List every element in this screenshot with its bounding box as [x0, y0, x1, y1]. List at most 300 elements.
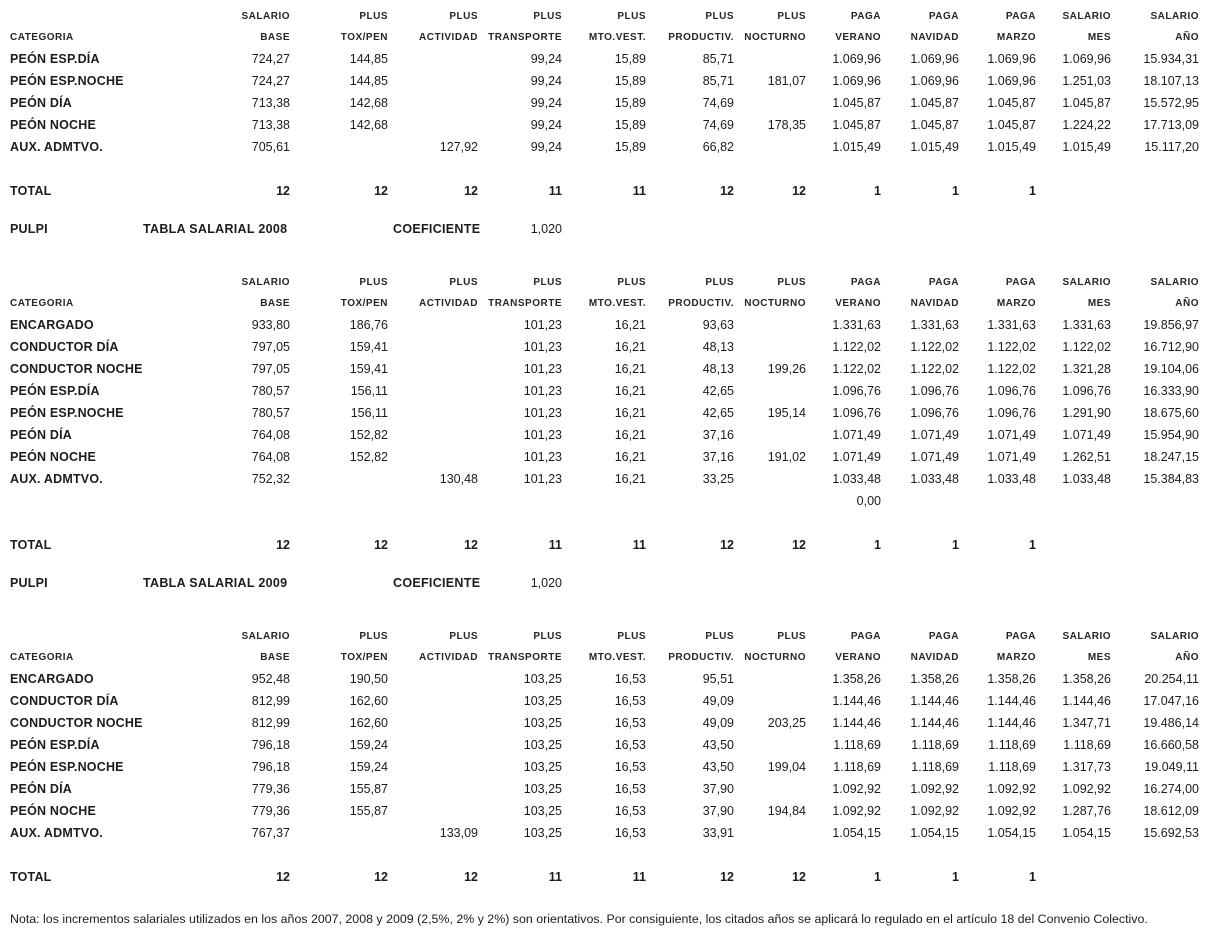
cell-plus-productiv: 48,13 — [702, 340, 734, 354]
tabla-salarial-2009-title-row — [0, 576, 1212, 598]
cell-categoria: ENCARGADO — [10, 318, 94, 332]
cell-salario-mes — [1036, 534, 1111, 556]
table-row — [0, 446, 1199, 468]
cell-salario-base: 796,18 — [251, 760, 290, 774]
table-row — [0, 424, 1199, 446]
cell-categoria: CATEGORIA — [10, 32, 74, 43]
cell-plus-transporte: TRANSPORTE — [488, 32, 562, 43]
cell-paga-verano: 1.071,49 — [832, 428, 881, 442]
cell-plus-mto-vest: PLUS — [617, 277, 646, 288]
cell-paga-navidad: 1.045,87 — [910, 118, 959, 132]
cell-plus-actividad — [388, 92, 478, 114]
cell-plus-mto-vest: MTO.VEST. — [588, 32, 646, 43]
cell-plus-tox-pen: 162,60 — [349, 716, 388, 730]
cell-salario-mes: 1.144,46 — [1062, 694, 1111, 708]
cell-plus-nocturno — [734, 92, 806, 114]
cell-categoria: CONDUCTOR DÍA — [10, 694, 119, 708]
cell-plus-productiv: 49,09 — [702, 694, 734, 708]
cell-salario-ano: 18.107,13 — [1143, 74, 1199, 88]
cell-paga-verano: 1 — [874, 870, 881, 884]
cell-salario-ano: 20.254,11 — [1144, 672, 1199, 686]
cell-categoria: AUX. ADMTVO. — [10, 472, 103, 486]
cell-salario-ano: 19.486,14 — [1143, 716, 1199, 730]
cell-paga-navidad: 1.071,49 — [910, 450, 959, 464]
cell-salario-ano: 18.612,09 — [1143, 804, 1199, 818]
cell-plus-nocturno: 12 — [792, 538, 806, 552]
cell-salario-ano: SALARIO — [1150, 631, 1199, 642]
cell-salario-mes: 1.045,87 — [1062, 96, 1111, 110]
cell-paga-marzo: PAGA — [1005, 11, 1036, 22]
cell-plus-productiv: 49,09 — [702, 716, 734, 730]
cell-plus-tox-pen: 159,41 — [349, 362, 388, 376]
cell-paga-verano: 1.092,92 — [832, 804, 881, 818]
cell-salario-mes: 1.262,51 — [1062, 450, 1111, 464]
cell-plus-transporte: 99,24 — [530, 74, 562, 88]
cell-plus-actividad: 130,48 — [439, 472, 478, 486]
cell-paga-marzo: MARZO — [996, 298, 1036, 309]
cell-plus-transporte: 11 — [548, 870, 562, 884]
cell-plus-transporte: TRANSPORTE — [488, 652, 562, 663]
cell-plus-productiv: 12 — [720, 870, 734, 884]
cell-plus-actividad: PLUS — [449, 11, 478, 22]
cell-paga-navidad: 1.092,92 — [910, 782, 959, 796]
cell-salario-base: 780,57 — [251, 406, 290, 420]
cell-plus-actividad — [388, 446, 478, 468]
cell-plus-productiv: 33,91 — [702, 826, 734, 840]
cell-plus-tox-pen: 156,11 — [350, 384, 388, 398]
table-row — [0, 314, 1199, 336]
cell-plus-nocturno: PLUS — [777, 631, 806, 642]
cell-plus-tox-pen: 159,24 — [349, 738, 388, 752]
cell-paga-navidad: 1.144,46 — [910, 694, 959, 708]
cell-salario-base: 779,36 — [251, 782, 290, 796]
table-row — [0, 778, 1199, 800]
cell-paga-verano: 1.096,76 — [832, 384, 881, 398]
cell-paga-verano: 1.122,02 — [832, 340, 881, 354]
cell-categoria: CONDUCTOR NOCHE — [10, 362, 143, 376]
cell-salario-ano: 15.954,90 — [1143, 428, 1199, 442]
cell-paga-verano: 1.045,87 — [832, 118, 881, 132]
cell-salario-base: 724,27 — [251, 52, 290, 66]
cell-plus-mto-vest: 16,53 — [614, 694, 646, 708]
cell-paga-verano: VERANO — [835, 652, 881, 663]
cell-plus-transporte: 99,24 — [530, 52, 562, 66]
cell-salario-mes: SALARIO — [1062, 631, 1111, 642]
cell-plus-actividad — [388, 734, 478, 756]
cell-plus-transporte: 99,24 — [530, 140, 562, 154]
cell-salario-base: 797,05 — [251, 362, 290, 376]
cell-plus-productiv — [646, 490, 734, 512]
coefficient-label: COEFICIENTE — [393, 222, 481, 236]
cell-plus-tox-pen: 144,85 — [349, 52, 388, 66]
cell-salario-mes: 1.331,63 — [1062, 318, 1111, 332]
cell-plus-actividad: ACTIVIDAD — [419, 298, 478, 309]
cell-plus-productiv: 95,51 — [702, 672, 734, 686]
cell-salario-base: 12 — [276, 184, 290, 198]
cell-plus-transporte: 101,23 — [523, 428, 562, 442]
cell-paga-marzo: 1.069,96 — [987, 74, 1036, 88]
header-row — [0, 626, 1199, 647]
cell-paga-verano: VERANO — [835, 298, 881, 309]
cell-salario-ano: 17.047,16 — [1143, 694, 1199, 708]
cell-plus-mto-vest: 16,21 — [614, 428, 646, 442]
cell-paga-verano: 1.144,46 — [832, 716, 881, 730]
cell-plus-transporte: 101,23 — [523, 450, 562, 464]
cell-plus-actividad — [388, 48, 478, 70]
cell-paga-marzo: 1.015,49 — [987, 140, 1036, 154]
cell-plus-productiv: 43,50 — [702, 738, 734, 752]
cell-salario-mes: 1.358,26 — [1062, 672, 1111, 686]
cell-salario-base: 780,57 — [251, 384, 290, 398]
cell-salario-mes: 1.054,15 — [1062, 826, 1111, 840]
cell-plus-tox-pen: 12 — [374, 184, 388, 198]
cell-plus-transporte: 11 — [548, 184, 562, 198]
cell-plus-mto-vest: 16,53 — [614, 738, 646, 752]
spacer-row — [0, 158, 1199, 180]
cell-plus-tox-pen: PLUS — [359, 277, 388, 288]
cell-paga-navidad: NAVIDAD — [910, 32, 959, 43]
cell-salario-mes: MES — [1087, 652, 1111, 663]
cell-plus-transporte: 101,23 — [523, 318, 562, 332]
tabla-salarial-2008-grid — [0, 272, 1199, 556]
cell-paga-verano: 1.358,26 — [832, 672, 881, 686]
cell-paga-navidad: NAVIDAD — [910, 652, 959, 663]
cell-plus-nocturno — [734, 314, 806, 336]
cell-plus-nocturno — [734, 336, 806, 358]
cell-plus-productiv: 37,16 — [702, 450, 734, 464]
coefficient-label: COEFICIENTE — [393, 576, 481, 590]
cell-salario-mes — [1036, 490, 1111, 512]
cell-paga-navidad: 1.092,92 — [910, 804, 959, 818]
cell-paga-marzo: 1.118,69 — [988, 760, 1036, 774]
cell-salario-ano: AÑO — [1175, 32, 1199, 43]
cell-plus-mto-vest: 16,21 — [614, 450, 646, 464]
cell-categoria: AUX. ADMTVO. — [10, 826, 103, 840]
cell-paga-marzo: 1.331,63 — [987, 318, 1036, 332]
cell-plus-nocturno: PLUS — [777, 11, 806, 22]
cell-salario-base: BASE — [260, 298, 290, 309]
cell-plus-transporte: 101,23 — [523, 406, 562, 420]
cell-plus-productiv: 12 — [720, 538, 734, 552]
cell-plus-productiv: 93,63 — [702, 318, 734, 332]
cell-salario-base: 764,08 — [251, 450, 290, 464]
cell-salario-mes: 1.347,71 — [1062, 716, 1111, 730]
cell-salario-ano: 19.049,11 — [1144, 760, 1199, 774]
cell-salario-mes — [1036, 180, 1111, 202]
cell-paga-navidad: 1.096,76 — [910, 406, 959, 420]
table-row — [0, 136, 1199, 158]
cell-paga-verano: 1.118,69 — [833, 738, 881, 752]
cell-paga-navidad: 1.045,87 — [910, 96, 959, 110]
cell-salario-ano: 19.856,97 — [1143, 318, 1199, 332]
cell-salario-ano: 15.692,53 — [1143, 826, 1199, 840]
cell-salario-ano: SALARIO — [1150, 277, 1199, 288]
cell-plus-tox-pen: TOX/PEN — [340, 298, 388, 309]
cell-salario-mes: 1.287,76 — [1062, 804, 1111, 818]
cell-plus-mto-vest: 16,53 — [614, 760, 646, 774]
cell-paga-marzo: 1 — [1029, 538, 1036, 552]
cell-plus-transporte: 99,24 — [530, 96, 562, 110]
cell-plus-tox-pen: PLUS — [359, 631, 388, 642]
cell-salario-mes: 1.291,90 — [1062, 406, 1111, 420]
cell-plus-mto-vest: 15,89 — [614, 118, 646, 132]
cell-paga-navidad: 1.144,46 — [910, 716, 959, 730]
cell-categoria: CONDUCTOR DÍA — [10, 340, 119, 354]
cell-plus-actividad — [388, 424, 478, 446]
cell-paga-navidad: 1.122,02 — [910, 340, 959, 354]
cell-plus-nocturno: 181,07 — [767, 74, 806, 88]
cell-salario-ano: 17.713,09 — [1143, 118, 1199, 132]
cell-plus-transporte: 103,25 — [523, 672, 562, 686]
cell-salario-base: 713,38 — [251, 96, 290, 110]
cell-plus-tox-pen: 186,76 — [349, 318, 388, 332]
table-row — [0, 402, 1199, 424]
cell-plus-nocturno — [734, 778, 806, 800]
coefficient-value: 1,020 — [530, 222, 562, 236]
cell-paga-navidad: NAVIDAD — [910, 298, 959, 309]
cell-categoria: PEÓN NOCHE — [10, 118, 97, 132]
spacer-cell — [0, 158, 1199, 180]
cell-salario-mes: 1.071,49 — [1062, 428, 1111, 442]
cell-salario-ano: AÑO — [1175, 298, 1199, 309]
cell-salario-mes: 1.092,92 — [1062, 782, 1111, 796]
cell-categoria: PEÓN DÍA — [10, 782, 73, 796]
cell-plus-tox-pen — [290, 490, 388, 512]
cell-paga-navidad: 1 — [952, 538, 959, 552]
cell-salario-ano: 16.660,58 — [1143, 738, 1199, 752]
cell-plus-actividad — [388, 380, 478, 402]
cell-plus-transporte: 103,25 — [523, 804, 562, 818]
cell-salario-ano: 16.712,90 — [1143, 340, 1199, 354]
table-row — [0, 336, 1199, 358]
cell-plus-transporte: 103,25 — [523, 738, 562, 752]
cell-plus-transporte: 103,25 — [523, 760, 562, 774]
cell-paga-verano: 1.069,96 — [832, 52, 881, 66]
cell-paga-verano: 1.069,96 — [832, 74, 881, 88]
cell-plus-transporte: 103,25 — [523, 826, 562, 840]
cell-salario-base: 767,37 — [251, 826, 290, 840]
cell-plus-tox-pen: 144,85 — [349, 74, 388, 88]
cell-plus-productiv: 42,65 — [702, 384, 734, 398]
cell-plus-actividad — [388, 358, 478, 380]
cell-paga-marzo: PAGA — [1005, 277, 1036, 288]
cell-salario-mes: 1.224,22 — [1062, 118, 1111, 132]
cell-plus-nocturno: NOCTURNO — [744, 298, 806, 309]
cell-plus-nocturno: 191,02 — [767, 450, 806, 464]
cell-plus-transporte: 11 — [548, 538, 562, 552]
cell-plus-nocturno — [734, 468, 806, 490]
table-row — [0, 490, 1199, 512]
cell-plus-actividad: 12 — [464, 538, 478, 552]
cell-plus-mto-vest: 16,21 — [614, 384, 646, 398]
cell-plus-tox-pen: 12 — [374, 870, 388, 884]
cell-salario-mes: 1.317,73 — [1062, 760, 1111, 774]
cell-plus-actividad: PLUS — [449, 631, 478, 642]
spacer-row — [0, 512, 1199, 534]
cell-plus-tox-pen: 156,11 — [350, 406, 388, 420]
cell-salario-ano: SALARIO — [1150, 11, 1199, 22]
cell-plus-nocturno: 199,26 — [767, 362, 806, 376]
cell-categoria: TOTAL — [10, 870, 52, 884]
cell-plus-mto-vest: 16,53 — [614, 672, 646, 686]
cell-paga-marzo: 1.144,46 — [987, 694, 1036, 708]
tabla-salarial-2007 — [0, 6, 1212, 202]
cell-plus-nocturno — [734, 48, 806, 70]
cell-categoria: AUX. ADMTVO. — [10, 140, 103, 154]
table-row — [0, 756, 1199, 778]
cell-paga-navidad: 1 — [952, 870, 959, 884]
cell-plus-tox-pen: 159,24 — [349, 760, 388, 774]
cell-salario-ano — [1111, 534, 1199, 556]
cell-plus-productiv: PRODUCTIV. — [668, 652, 734, 663]
cell-plus-tox-pen: 162,60 — [349, 694, 388, 708]
cell-paga-navidad: 1.122,02 — [910, 362, 959, 376]
cell-paga-navidad: 1.071,49 — [910, 428, 959, 442]
cell-paga-marzo: PAGA — [1005, 631, 1036, 642]
cell-salario-ano: 15.572,95 — [1143, 96, 1199, 110]
cell-plus-actividad — [388, 314, 478, 336]
tabla-salarial-2008 — [0, 222, 1212, 556]
cell-salario-mes: 1.015,49 — [1062, 140, 1111, 154]
cell-paga-navidad — [881, 490, 959, 512]
cell-paga-marzo: 1.122,02 — [987, 340, 1036, 354]
cell-plus-transporte: 103,25 — [523, 694, 562, 708]
cell-plus-transporte: 101,23 — [523, 384, 562, 398]
table-row — [0, 468, 1199, 490]
cell-salario-base: SALARIO — [241, 631, 290, 642]
cell-plus-productiv: 37,90 — [702, 804, 734, 818]
cell-salario-base: 812,99 — [251, 716, 290, 730]
table-row — [0, 822, 1199, 844]
cell-salario-base: SALARIO — [241, 11, 290, 22]
cell-paga-navidad: 1.096,76 — [910, 384, 959, 398]
cell-plus-nocturno: 194,84 — [767, 804, 806, 818]
cell-salario-base: 12 — [276, 870, 290, 884]
cell-plus-productiv: 42,65 — [702, 406, 734, 420]
header-row — [0, 647, 1199, 668]
cell-plus-productiv: PLUS — [705, 277, 734, 288]
cell-salario-mes: 1.096,76 — [1062, 384, 1111, 398]
cell-plus-nocturno — [734, 424, 806, 446]
table-row — [0, 734, 1199, 756]
cell-plus-nocturno — [734, 380, 806, 402]
cell-paga-navidad: 1 — [952, 184, 959, 198]
cell-paga-navidad: PAGA — [928, 631, 959, 642]
cell-categoria: CATEGORIA — [10, 298, 74, 309]
cell-paga-marzo: 1.054,15 — [987, 826, 1036, 840]
cell-plus-nocturno — [734, 668, 806, 690]
cell-paga-marzo: 1 — [1029, 184, 1036, 198]
cell-categoria: PEÓN NOCHE — [10, 450, 97, 464]
tabla-salarial-2009-grid — [0, 626, 1199, 888]
cell-paga-marzo: 1.358,26 — [987, 672, 1036, 686]
cell-salario-base: 724,27 — [251, 74, 290, 88]
cell-plus-nocturno: PLUS — [777, 277, 806, 288]
cell-salario-mes: 1.122,02 — [1062, 340, 1111, 354]
cell-paga-marzo: 1.144,46 — [987, 716, 1036, 730]
cell-paga-marzo: 1.045,87 — [987, 118, 1036, 132]
cell-plus-nocturno: 195,14 — [767, 406, 806, 420]
cell-paga-navidad: 1.118,69 — [911, 760, 959, 774]
cell-plus-nocturno — [734, 490, 806, 512]
cell-plus-nocturno: 178,35 — [767, 118, 806, 132]
cell-salario-mes: 1.033,48 — [1062, 472, 1111, 486]
table-title: TABLA SALARIAL 2008 — [143, 222, 288, 236]
cell-salario-ano: 18.675,60 — [1143, 406, 1199, 420]
cell-plus-mto-vest: 15,89 — [614, 96, 646, 110]
cell-plus-nocturno — [734, 136, 806, 158]
cell-plus-productiv: 12 — [720, 184, 734, 198]
cell-plus-actividad — [388, 800, 478, 822]
cell-categoria: CONDUCTOR NOCHE — [10, 716, 143, 730]
cell-plus-mto-vest: 16,21 — [614, 318, 646, 332]
cell-plus-actividad — [388, 490, 478, 512]
cell-paga-marzo: 1.096,76 — [987, 406, 1036, 420]
cell-salario-base: 797,05 — [251, 340, 290, 354]
cell-salario-ano: 15.384,83 — [1143, 472, 1199, 486]
cell-salario-mes: 1.321,28 — [1062, 362, 1111, 376]
cell-paga-marzo: 1.092,92 — [987, 804, 1036, 818]
cell-salario-ano: 16.333,90 — [1143, 384, 1199, 398]
cell-plus-actividad: 12 — [464, 870, 478, 884]
cell-plus-mto-vest: 16,21 — [614, 472, 646, 486]
cell-paga-marzo: 1.045,87 — [987, 96, 1036, 110]
coefficient-value: 1,020 — [530, 576, 562, 590]
total-row — [0, 534, 1199, 556]
cell-salario-mes: MES — [1087, 32, 1111, 43]
cell-categoria: TOTAL — [10, 184, 52, 198]
cell-salario-base: 764,08 — [251, 428, 290, 442]
cell-plus-actividad: 133,09 — [439, 826, 478, 840]
total-row — [0, 180, 1199, 202]
cell-plus-productiv: 74,69 — [702, 118, 734, 132]
cell-plus-mto-vest: MTO.VEST. — [588, 652, 646, 663]
cell-plus-mto-vest: 16,53 — [614, 826, 646, 840]
cell-salario-base: 779,36 — [251, 804, 290, 818]
cell-paga-verano: 1 — [874, 184, 881, 198]
cell-paga-navidad: 1.069,96 — [910, 52, 959, 66]
cell-salario-base: 796,18 — [251, 738, 290, 752]
cell-categoria: ENCARGADO — [10, 672, 94, 686]
cell-paga-navidad: 1.358,26 — [910, 672, 959, 686]
cell-paga-navidad: 1.015,49 — [910, 140, 959, 154]
cell-paga-marzo: 1.071,49 — [987, 450, 1036, 464]
cell-plus-actividad — [388, 336, 478, 358]
cell-categoria: PEÓN NOCHE — [10, 804, 97, 818]
table-row — [0, 380, 1199, 402]
cell-plus-mto-vest: 11 — [632, 870, 646, 884]
cell-plus-actividad — [388, 668, 478, 690]
cell-paga-verano: PAGA — [850, 277, 881, 288]
footnote: Nota: los incrementos salariales utilizados en los años 2007, 2008 y 2009 (2,5%, 2% y 2%) son orientativos. Por consiguiente, los citados años se aplicará lo regulado en el artículo 18 del Convenio Colectivo. — [10, 912, 1148, 926]
table-row — [0, 48, 1199, 70]
cell-paga-verano: 1.015,49 — [832, 140, 881, 154]
total-row — [0, 866, 1199, 888]
cell-categoria: TOTAL — [10, 538, 52, 552]
cell-salario-base: 952,48 — [251, 672, 290, 686]
cell-plus-mto-vest: 16,21 — [614, 340, 646, 354]
cell-categoria: PEÓN DÍA — [10, 428, 73, 442]
cell-plus-mto-vest: 16,53 — [614, 782, 646, 796]
cell-plus-tox-pen: 142,68 — [349, 118, 388, 132]
cell-paga-navidad: 1.331,63 — [910, 318, 959, 332]
cell-plus-actividad: ACTIVIDAD — [419, 652, 478, 663]
cell-plus-tox-pen: 190,50 — [349, 672, 388, 686]
cell-salario-ano — [1111, 490, 1199, 512]
cell-paga-navidad: PAGA — [928, 277, 959, 288]
cell-plus-transporte: 99,24 — [530, 118, 562, 132]
cell-plus-nocturno: NOCTURNO — [744, 32, 806, 43]
